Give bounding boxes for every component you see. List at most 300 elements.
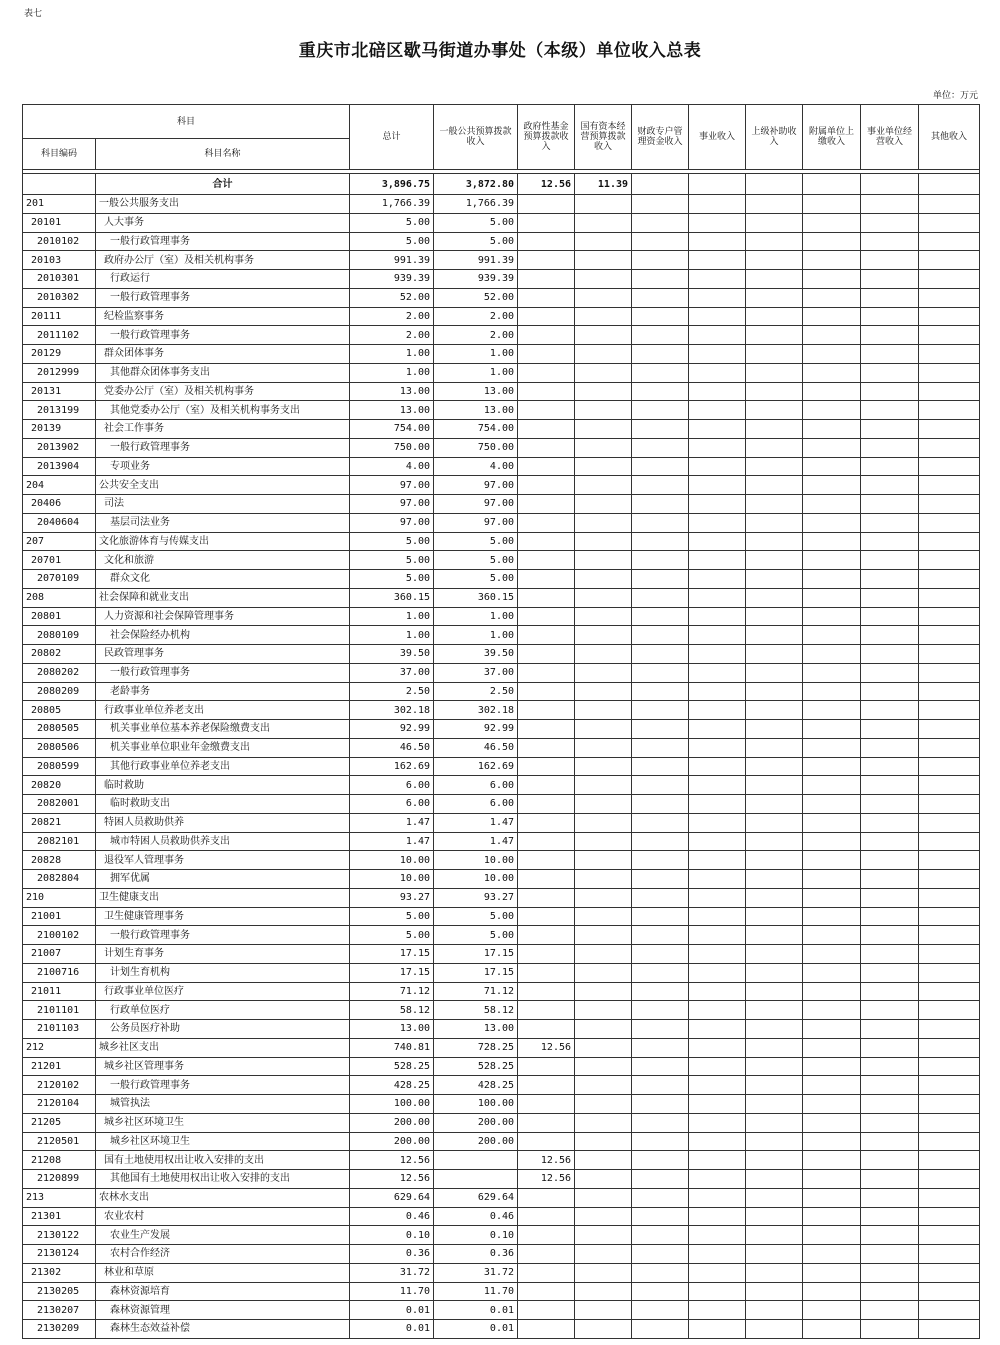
table-row <box>23 1076 980 1095</box>
empty-cell <box>632 813 689 832</box>
table-row <box>23 438 980 457</box>
row-total: 39.50 <box>350 645 434 664</box>
row-code: 20101 <box>23 213 96 232</box>
row-total: 991.39 <box>350 251 434 270</box>
row-name: 一般公共服务支出 <box>96 195 350 214</box>
row-fund <box>518 626 575 645</box>
row-code: 2080506 <box>23 738 96 757</box>
empty-cell <box>575 1057 632 1076</box>
row-general: 5.00 <box>434 232 518 251</box>
empty-cell <box>919 1245 980 1264</box>
empty-cell <box>689 270 746 289</box>
empty-cell <box>861 307 919 326</box>
row-code: 2080599 <box>23 757 96 776</box>
table-row <box>23 720 980 739</box>
empty-cell <box>689 663 746 682</box>
empty-cell <box>803 438 861 457</box>
row-code: 2080109 <box>23 626 96 645</box>
empty-cell <box>919 607 980 626</box>
row-fund <box>518 945 575 964</box>
table-row <box>23 326 980 345</box>
empty-cell <box>919 1076 980 1095</box>
empty-cell <box>689 1170 746 1189</box>
table-row <box>23 963 980 982</box>
row-total: 200.00 <box>350 1132 434 1151</box>
table-row <box>23 1151 980 1170</box>
empty-cell <box>803 1151 861 1170</box>
row-fund <box>518 720 575 739</box>
row-general: 5.00 <box>434 570 518 589</box>
empty-cell <box>689 307 746 326</box>
empty-cell <box>746 1188 803 1207</box>
row-code: 20802 <box>23 645 96 664</box>
empty-cell <box>575 682 632 701</box>
row-fund <box>518 251 575 270</box>
row-fund <box>518 776 575 795</box>
empty-cell <box>861 813 919 832</box>
row-general: 13.00 <box>434 401 518 420</box>
empty-cell <box>746 1170 803 1189</box>
row-code: 20103 <box>23 251 96 270</box>
row-fund <box>518 1076 575 1095</box>
table-row <box>23 1263 980 1282</box>
empty-cell <box>632 1301 689 1320</box>
empty-cell <box>689 832 746 851</box>
empty-cell <box>689 251 746 270</box>
empty-cell <box>689 682 746 701</box>
empty-cell <box>861 1001 919 1020</box>
empty-cell <box>861 251 919 270</box>
row-name: 司法 <box>96 495 350 514</box>
empty-cell <box>746 1038 803 1057</box>
row-code: 20131 <box>23 382 96 401</box>
empty-cell <box>803 626 861 645</box>
empty-cell <box>861 1151 919 1170</box>
empty-cell <box>632 420 689 439</box>
row-code: 2130122 <box>23 1226 96 1245</box>
total-fund: 12.56 <box>518 174 575 195</box>
empty-cell <box>746 701 803 720</box>
header-name: 科目名称 <box>96 139 350 170</box>
empty-cell <box>575 757 632 776</box>
empty-cell <box>632 363 689 382</box>
empty-cell <box>632 588 689 607</box>
row-general: 1.47 <box>434 813 518 832</box>
empty-cell <box>575 213 632 232</box>
row-name: 其他国有土地使用权出让收入安排的支出 <box>96 1170 350 1189</box>
empty-cell <box>919 1226 980 1245</box>
empty-cell <box>919 1132 980 1151</box>
empty-cell <box>803 1113 861 1132</box>
empty-cell <box>861 645 919 664</box>
empty-cell <box>861 738 919 757</box>
empty-cell <box>575 288 632 307</box>
empty-cell <box>575 345 632 364</box>
empty-cell <box>861 1132 919 1151</box>
empty-cell <box>803 701 861 720</box>
empty-cell <box>632 1263 689 1282</box>
empty-cell <box>919 1282 980 1301</box>
empty-cell <box>861 607 919 626</box>
row-total: 1.47 <box>350 813 434 832</box>
empty-cell <box>803 1320 861 1339</box>
row-code: 2120104 <box>23 1095 96 1114</box>
empty-cell <box>803 570 861 589</box>
empty-cell <box>803 663 861 682</box>
row-fund <box>518 363 575 382</box>
row-total: 528.25 <box>350 1057 434 1076</box>
empty-cell <box>575 232 632 251</box>
row-code: 2101101 <box>23 1001 96 1020</box>
row-name: 群众文化 <box>96 570 350 589</box>
empty-cell <box>689 607 746 626</box>
row-fund <box>518 982 575 1001</box>
empty-cell <box>575 457 632 476</box>
row-code: 20129 <box>23 345 96 364</box>
row-fund <box>518 701 575 720</box>
table-row <box>23 851 980 870</box>
row-general: 2.50 <box>434 682 518 701</box>
row-name: 公共安全支出 <box>96 476 350 495</box>
row-code: 2012999 <box>23 363 96 382</box>
row-code: 2100102 <box>23 926 96 945</box>
row-total: 0.01 <box>350 1320 434 1339</box>
row-name: 其他行政事业单位养老支出 <box>96 757 350 776</box>
empty-cell <box>861 626 919 645</box>
row-total: 629.64 <box>350 1188 434 1207</box>
empty-cell <box>919 888 980 907</box>
row-code: 2010302 <box>23 288 96 307</box>
empty-cell <box>575 570 632 589</box>
row-general: 750.00 <box>434 438 518 457</box>
row-name: 文化和旅游 <box>96 551 350 570</box>
row-total: 100.00 <box>350 1095 434 1114</box>
empty-cell <box>803 495 861 514</box>
row-total: 92.99 <box>350 720 434 739</box>
header-special-account: 财政专户管理资金收入 <box>632 105 689 170</box>
row-code: 2100716 <box>23 963 96 982</box>
row-total: 428.25 <box>350 1076 434 1095</box>
empty-cell <box>919 776 980 795</box>
row-total: 46.50 <box>350 738 434 757</box>
empty-cell <box>632 907 689 926</box>
row-fund <box>518 907 575 926</box>
empty-cell <box>632 645 689 664</box>
row-total: 5.00 <box>350 570 434 589</box>
empty-cell <box>861 1057 919 1076</box>
empty-cell <box>689 888 746 907</box>
row-total: 5.00 <box>350 213 434 232</box>
empty-cell <box>575 1188 632 1207</box>
empty-cell <box>689 757 746 776</box>
empty-cell <box>919 1207 980 1226</box>
row-code: 21208 <box>23 1151 96 1170</box>
row-general: 0.46 <box>434 1207 518 1226</box>
empty-cell <box>919 570 980 589</box>
table-row <box>23 832 980 851</box>
empty-cell <box>803 682 861 701</box>
row-fund <box>518 1057 575 1076</box>
empty-cell <box>861 326 919 345</box>
empty-cell <box>746 1095 803 1114</box>
row-general: 0.01 <box>434 1301 518 1320</box>
empty-cell <box>861 851 919 870</box>
empty-cell <box>746 476 803 495</box>
table-row <box>23 982 980 1001</box>
row-name: 农村合作经济 <box>96 1245 350 1264</box>
empty-cell <box>632 776 689 795</box>
row-code: 20805 <box>23 701 96 720</box>
row-code: 2120899 <box>23 1170 96 1189</box>
header-total: 总计 <box>350 105 434 170</box>
table-row <box>23 682 980 701</box>
empty-cell <box>746 363 803 382</box>
row-fund <box>518 963 575 982</box>
empty-cell <box>919 1113 980 1132</box>
row-code: 201 <box>23 195 96 214</box>
empty-cell <box>746 401 803 420</box>
row-code: 21302 <box>23 1263 96 1282</box>
row-name: 行政事业单位医疗 <box>96 982 350 1001</box>
empty-cell <box>919 213 980 232</box>
header-state-capital: 国有资本经营预算拨款收入 <box>575 105 632 170</box>
empty-cell <box>803 1076 861 1095</box>
row-name: 退役军人管理事务 <box>96 851 350 870</box>
empty-cell <box>861 363 919 382</box>
empty-cell <box>919 701 980 720</box>
empty-cell <box>575 1245 632 1264</box>
row-total: 97.00 <box>350 513 434 532</box>
row-code: 20828 <box>23 851 96 870</box>
empty-cell <box>575 1207 632 1226</box>
empty-cell <box>632 1132 689 1151</box>
row-name: 社会工作事务 <box>96 420 350 439</box>
row-total: 12.56 <box>350 1151 434 1170</box>
empty-cell <box>575 701 632 720</box>
empty-cell <box>689 382 746 401</box>
empty-cell <box>689 326 746 345</box>
empty-cell <box>861 495 919 514</box>
table-number: 表七 <box>24 9 43 19</box>
empty-cell <box>689 363 746 382</box>
table-row <box>23 1095 980 1114</box>
empty-cell <box>919 851 980 870</box>
empty-cell <box>861 663 919 682</box>
row-total: 11.70 <box>350 1282 434 1301</box>
empty-cell <box>861 570 919 589</box>
row-general <box>434 1170 518 1189</box>
empty-cell <box>803 888 861 907</box>
empty-cell <box>861 795 919 814</box>
empty-cell <box>632 532 689 551</box>
row-total: 13.00 <box>350 382 434 401</box>
row-name: 专项业务 <box>96 457 350 476</box>
row-general: 39.50 <box>434 645 518 664</box>
row-code: 20821 <box>23 813 96 832</box>
empty-cell <box>632 551 689 570</box>
empty-cell <box>575 1301 632 1320</box>
row-total: 939.39 <box>350 270 434 289</box>
row-name: 农林水支出 <box>96 1188 350 1207</box>
row-code: 21011 <box>23 982 96 1001</box>
row-total: 1.00 <box>350 363 434 382</box>
empty-cell <box>919 945 980 964</box>
table-row <box>23 1057 980 1076</box>
empty-cell <box>919 1038 980 1057</box>
empty-cell <box>746 1301 803 1320</box>
row-general: 100.00 <box>434 1095 518 1114</box>
row-total: 52.00 <box>350 288 434 307</box>
row-code: 21001 <box>23 907 96 926</box>
row-name: 一般行政管理事务 <box>96 232 350 251</box>
row-name: 临时救助支出 <box>96 795 350 814</box>
empty-cell <box>803 776 861 795</box>
empty-cell <box>632 795 689 814</box>
row-total: 4.00 <box>350 457 434 476</box>
row-total: 754.00 <box>350 420 434 439</box>
empty-cell <box>575 326 632 345</box>
row-code: 2010102 <box>23 232 96 251</box>
table-row <box>23 1207 980 1226</box>
empty-cell <box>803 326 861 345</box>
empty-cell <box>632 1113 689 1132</box>
row-general: 754.00 <box>434 420 518 439</box>
empty-cell <box>746 1263 803 1282</box>
empty-cell <box>689 213 746 232</box>
table-row <box>23 1132 980 1151</box>
total-general: 3,872.80 <box>434 174 518 195</box>
row-name: 党委办公厅（室）及相关机构事务 <box>96 382 350 401</box>
empty-cell <box>746 288 803 307</box>
empty-cell <box>919 1001 980 1020</box>
empty-cell <box>746 795 803 814</box>
empty-cell <box>861 532 919 551</box>
empty-cell <box>689 1301 746 1320</box>
row-name: 城乡社区管理事务 <box>96 1057 350 1076</box>
empty-cell <box>632 495 689 514</box>
total-label: 合计 <box>96 174 350 195</box>
row-fund <box>518 888 575 907</box>
empty-cell <box>632 1076 689 1095</box>
empty-cell <box>632 195 689 214</box>
empty-cell <box>632 851 689 870</box>
total-row <box>23 174 980 195</box>
row-code: 208 <box>23 588 96 607</box>
row-name: 特困人员救助供养 <box>96 813 350 832</box>
empty-cell <box>803 195 861 214</box>
empty-cell <box>803 870 861 889</box>
empty-cell <box>689 851 746 870</box>
row-code: 2010301 <box>23 270 96 289</box>
row-total: 93.27 <box>350 888 434 907</box>
empty-cell <box>919 645 980 664</box>
empty-cell <box>632 326 689 345</box>
row-fund <box>518 195 575 214</box>
row-fund <box>518 1132 575 1151</box>
empty-cell <box>689 232 746 251</box>
empty-cell <box>632 701 689 720</box>
empty-cell <box>632 626 689 645</box>
empty-cell <box>803 551 861 570</box>
empty-cell <box>803 1226 861 1245</box>
row-general: 17.15 <box>434 945 518 964</box>
empty-cell <box>746 663 803 682</box>
row-fund <box>518 495 575 514</box>
table-row <box>23 776 980 795</box>
empty-cell <box>919 982 980 1001</box>
empty-cell <box>746 870 803 889</box>
row-name: 城乡社区环境卫生 <box>96 1132 350 1151</box>
row-code: 2011102 <box>23 326 96 345</box>
row-code: 2080505 <box>23 720 96 739</box>
empty-cell <box>861 1282 919 1301</box>
empty-cell <box>689 907 746 926</box>
empty-cell <box>803 1038 861 1057</box>
empty-cell <box>861 1020 919 1039</box>
row-name: 基层司法业务 <box>96 513 350 532</box>
row-general: 93.27 <box>434 888 518 907</box>
empty-cell <box>746 382 803 401</box>
empty-cell <box>689 645 746 664</box>
empty-cell <box>919 476 980 495</box>
empty-cell <box>689 345 746 364</box>
empty-cell <box>575 870 632 889</box>
row-code: 20111 <box>23 307 96 326</box>
row-total: 302.18 <box>350 701 434 720</box>
row-name: 城乡社区支出 <box>96 1038 350 1057</box>
row-total: 1.00 <box>350 345 434 364</box>
empty-cell <box>919 382 980 401</box>
empty-cell <box>632 982 689 1001</box>
empty-cell <box>689 1020 746 1039</box>
row-name: 卫生健康支出 <box>96 888 350 907</box>
row-total: 5.00 <box>350 232 434 251</box>
empty-cell <box>746 926 803 945</box>
row-total: 10.00 <box>350 851 434 870</box>
empty-cell <box>803 1207 861 1226</box>
empty-cell <box>861 701 919 720</box>
empty-cell <box>919 907 980 926</box>
row-code: 2120501 <box>23 1132 96 1151</box>
row-code: 2082101 <box>23 832 96 851</box>
empty-cell <box>861 438 919 457</box>
row-fund <box>518 795 575 814</box>
empty-cell <box>575 1113 632 1132</box>
empty-cell <box>861 1170 919 1189</box>
table-row <box>23 551 980 570</box>
empty-cell <box>919 270 980 289</box>
empty-cell <box>632 270 689 289</box>
row-general: 46.50 <box>434 738 518 757</box>
row-total: 200.00 <box>350 1113 434 1132</box>
row-general: 1.00 <box>434 363 518 382</box>
empty-cell <box>746 251 803 270</box>
empty-cell <box>919 195 980 214</box>
empty-cell <box>575 1151 632 1170</box>
empty-cell <box>746 438 803 457</box>
empty-cell <box>689 813 746 832</box>
table-row <box>23 1226 980 1245</box>
empty-cell <box>689 1132 746 1151</box>
empty-cell <box>919 1320 980 1339</box>
empty-cell <box>632 607 689 626</box>
empty-cell <box>803 457 861 476</box>
row-code: 213 <box>23 1188 96 1207</box>
empty-cell <box>689 626 746 645</box>
row-name: 森林生态效益补偿 <box>96 1320 350 1339</box>
row-general: 5.00 <box>434 907 518 926</box>
row-fund <box>518 645 575 664</box>
